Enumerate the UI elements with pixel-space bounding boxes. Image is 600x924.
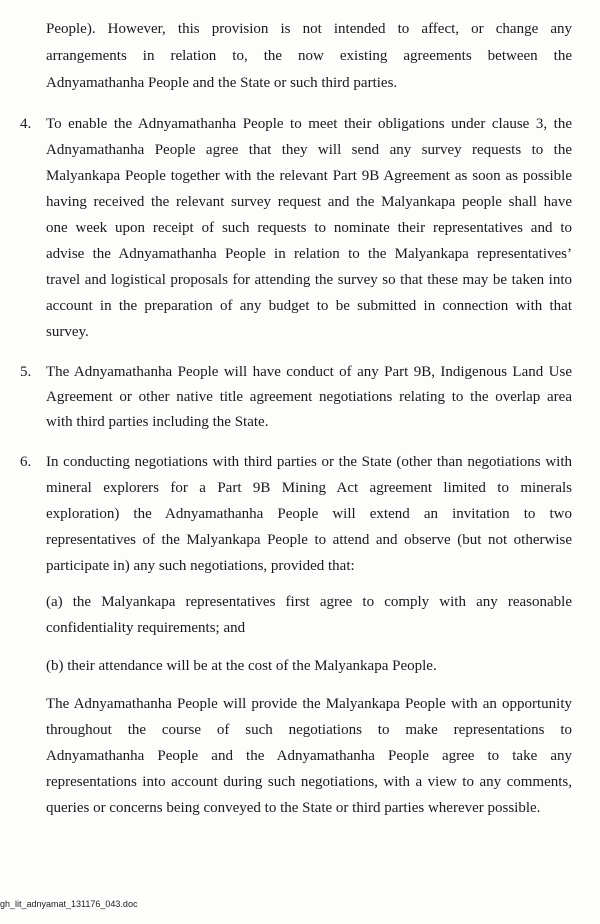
text-line: travel and logistical proposals for attending the survey so that these may be taken into — [46, 272, 572, 288]
text-line: account in the preparation of any budget to be submitted in connection with that — [46, 298, 572, 314]
text-line: (b) their attendance will be at the cost of the Malyankapa People. — [46, 658, 437, 674]
text-line: representations into account during such negotiations, with a view to any comments, — [46, 774, 572, 790]
text-line: arrangements in relation to, the now existing agreements between the — [46, 48, 572, 64]
clause-number: 4. — [20, 116, 32, 132]
text-line: queries or concerns being conveyed to the State or third parties wherever possible. — [46, 800, 541, 816]
text-line: mineral explorers for a Part 9B Mining Act agreement limited to minerals — [46, 480, 572, 496]
text-line: confidentiality requirements; and — [46, 620, 246, 636]
text-line: The Adnyamathanha People will have conduct of any Part 9B, Indigenous Land Use — [46, 364, 572, 380]
text-line: People). However, this provision is not intended to affect, or change any — [46, 21, 572, 37]
text-line: having received the relevant survey request and the Malyankapa people shall have — [46, 194, 572, 210]
text-line: In conducting negotiations with third parties or the State (other than negotiations with — [46, 454, 572, 470]
text-line: representatives of the Malyankapa People to attend and observe (but not otherwise — [46, 532, 572, 548]
text-line: survey. — [46, 324, 89, 340]
footer-filename: gh_lit_adnyamat_131176_043.doc — [0, 899, 138, 909]
clause-number: 5. — [20, 364, 32, 380]
text-line: one week upon receipt of such requests to nominate their representatives and to — [46, 220, 572, 236]
clause-number: 6. — [20, 454, 32, 470]
text-line: participate in) any such negotiations, provided that: — [46, 558, 355, 574]
text-line: (a) the Malyankapa representatives first agree to comply with any reasonable — [46, 594, 572, 610]
text-line: Adnyamathanha People and the Adnyamathanha People agree to take any — [46, 748, 572, 764]
text-line: The Adnyamathanha People will provide the Malyankapa People with an opportunity — [46, 696, 572, 712]
text-line: Adnyamathanha People and the State or such third parties. — [46, 75, 398, 91]
text-line: advise the Adnyamathanha People in relation to the Malyankapa representatives’ — [46, 246, 572, 262]
text-line: Agreement or other native title agreement negotiations relating to the overlap area — [46, 389, 572, 405]
text-line: To enable the Adnyamathanha People to meet their obligations under clause 3, the — [46, 116, 572, 132]
text-line: Adnyamathanha People agree that they will send any survey requests to the — [46, 142, 572, 158]
text-line: exploration) the Adnyamathanha People will extend an invitation to two — [46, 506, 572, 522]
text-line: throughout the course of such negotiations to make representations to — [46, 722, 572, 738]
text-line: Malyankapa People together with the relevant Part 9B Agreement as soon as possible — [46, 168, 572, 184]
text-line: with third parties including the State. — [46, 414, 269, 430]
